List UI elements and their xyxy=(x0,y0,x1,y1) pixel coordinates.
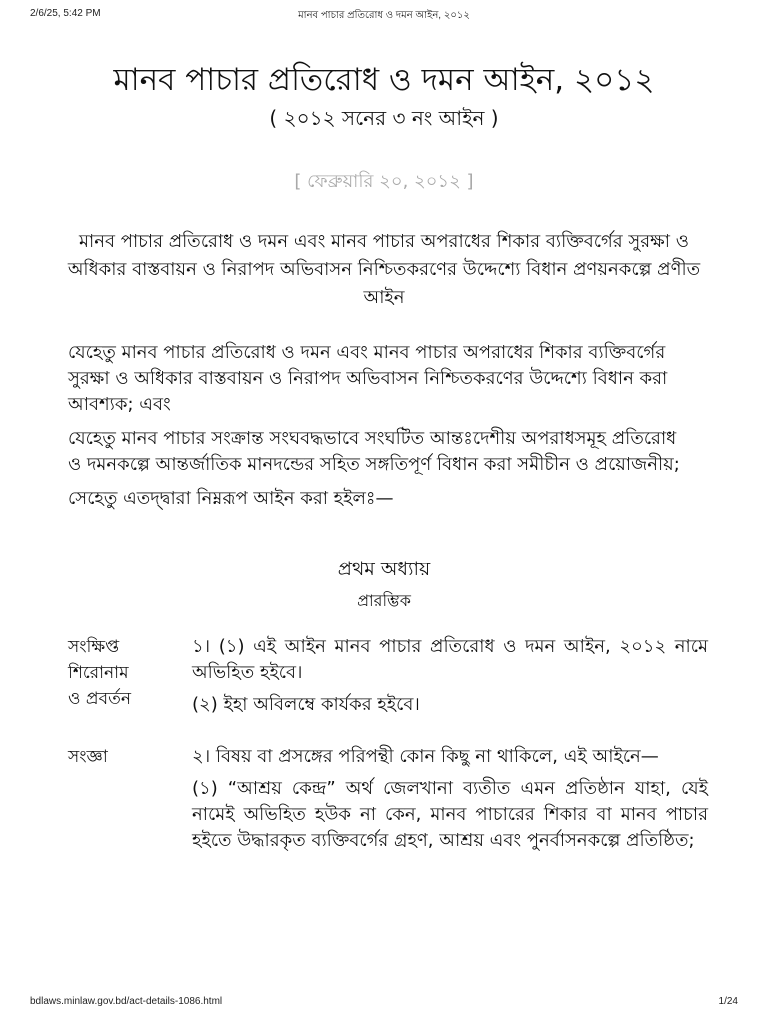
chapter-subtitle: প্রারম্ভিক xyxy=(357,591,411,610)
act-number: ( ২০১২ সনের ৩ নং আইন ) xyxy=(269,106,499,130)
print-header xyxy=(30,8,738,24)
page-number: 1/24 xyxy=(718,996,738,1007)
enacting-clause: সেহেতু এতদ্দ্বারা নিম্নরূপ আইন করা হইলঃ— xyxy=(68,488,394,509)
print-page-title: মানব পাচার প্রতিরোধ ও দমন আইন, ২০১২ xyxy=(298,10,470,21)
act-date: [ ফেব্রুয়ারি ২০, ২০১২ ] xyxy=(294,171,474,192)
side-heading-line: সংজ্ঞা xyxy=(68,747,108,767)
section-paragraph: ২। বিষয় বা প্রসঙ্গের পরিপন্থী কোন কিছু না থাকিলে, এই আইনে— xyxy=(192,746,659,767)
side-heading-line: ও প্রবর্তন xyxy=(68,689,131,709)
section-body xyxy=(192,634,708,718)
act-document xyxy=(0,60,768,860)
section-body xyxy=(192,744,708,854)
print-url: bdlaws.minlaw.gov.bd/act-details-1086.html xyxy=(30,996,223,1007)
section-1 xyxy=(0,634,768,718)
preamble-title: মানব পাচার প্রতিরোধ ও দমন এবং মানব পাচার অপরাধের শিকার ব্যক্তিবর্গের সুরক্ষা ও অধিকার বাস্তবায়ন ও নিরাপদ অভিবাসন নিশ্চিতকরণের উদ্দেশ্যে বিধান প্রণয়নকল্পে প্রণীত আইন xyxy=(67,231,701,308)
chapter-title: প্রথম অধ্যায় xyxy=(337,558,431,580)
section-paragraph: ১। (১) এই আইন মানব পাচার প্রতিরোধ ও দমন আইন, ২০১২ নামে অভিহিত হইবে। xyxy=(192,636,708,683)
section-paragraph: (১) “আশ্রয় কেন্দ্র” অর্থ জেলখানা ব্যতীত এমন প্রতিষ্ঠান যাহা, যেই নামেই অভিহিত হউক না কেন, মানব পাচারের শিকার বা মানব পাচার হইতে উদ্ধারকৃত ব্যক্তিবর্গের গ্রহণ, আশ্রয় এবং পুনর্বাসনকল্পে প্রতিষ্ঠিত; xyxy=(192,778,708,851)
whereas-clauses xyxy=(68,340,690,512)
act-title: মানব পাচার প্রতিরোধ ও দমন আইন, ২০১২ xyxy=(113,62,655,98)
side-heading-line: সংক্ষিপ্ত xyxy=(68,637,120,657)
section-2 xyxy=(0,744,768,854)
whereas-clause: যেহেতু মানব পাচার সংক্রান্ত সংঘবদ্ধভাবে সংঘটিত আন্তঃদেশীয় অপরাধসমূহ প্রতিরোধ ও দমনকল্পে আন্তর্জাতিক মানদন্ডের সহিত সঙ্গতিপূর্ণ বিধান করা সমীচীন ও প্রয়োজনীয়; xyxy=(68,428,680,475)
print-datetime: 2/6/25, 5:42 PM xyxy=(30,8,101,19)
side-heading-line: শিরোনাম xyxy=(68,663,129,683)
whereas-clause: যেহেতু মানব পাচার প্রতিরোধ ও দমন এবং মানব পাচার অপরাধের শিকার ব্যক্তিবর্গের সুরক্ষা ও অধিকার বাস্তবায়ন ও নিরাপদ অভিবাসন নিশ্চিতকরণের উদ্দেশ্যে বিধান করা আবশ্যক; এবং xyxy=(68,342,668,415)
section-side-heading xyxy=(68,744,178,770)
section-paragraph: (২) ইহা অবিলম্বে কার্যকর হইবে। xyxy=(192,694,420,715)
print-footer xyxy=(30,996,738,1012)
section-side-heading xyxy=(68,634,178,712)
